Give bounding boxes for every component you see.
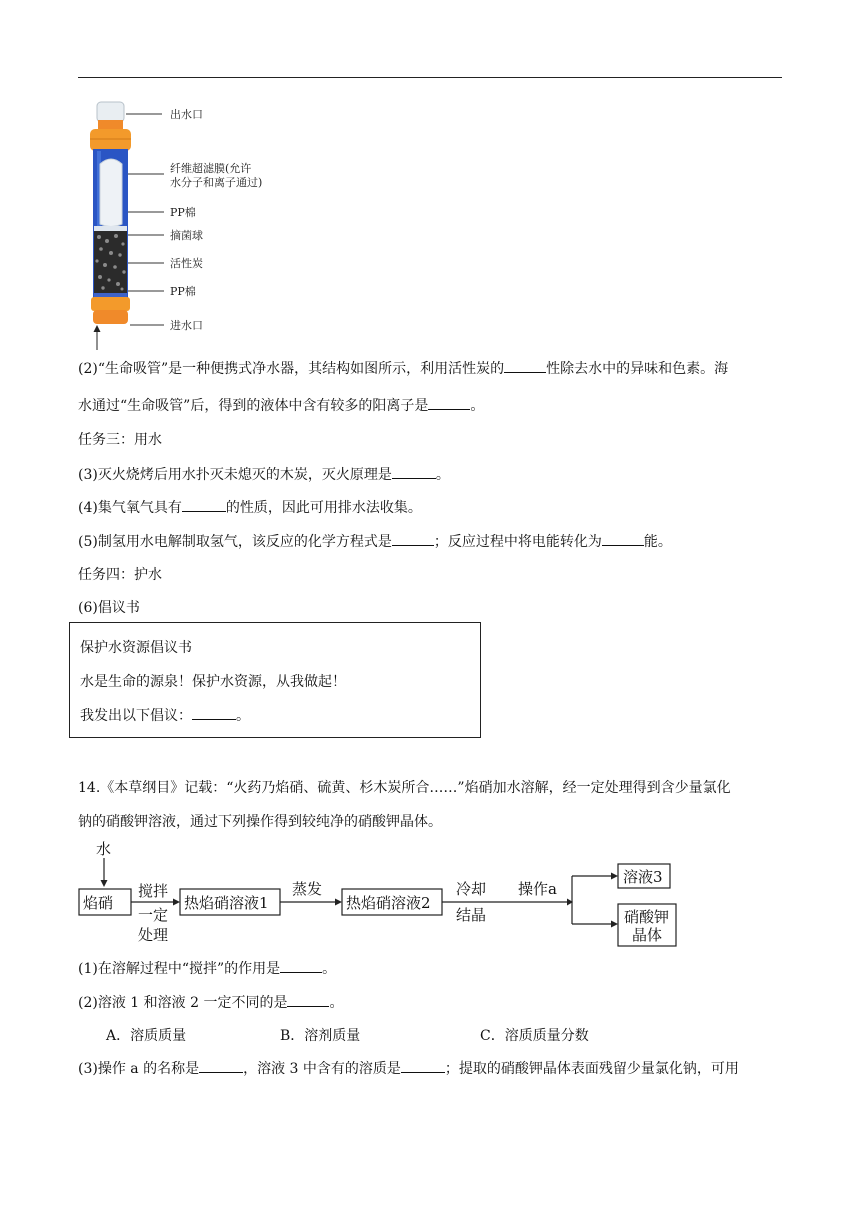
flow-stir: 搅拌 — [138, 882, 169, 900]
q13-part3: (3)灭火烧烤后用水扑灭未熄灭的木炭，灭火原理是 。 — [78, 464, 450, 485]
answer-blank[interactable] — [401, 1058, 445, 1073]
option-c[interactable]: C．溶质质量分数 — [480, 1028, 589, 1044]
flow-kno3-2: 晶体 — [632, 926, 663, 944]
proposal-line-3: 我发出以下倡议： 。 — [80, 705, 250, 725]
straw-membrane — [100, 159, 122, 227]
straw-carbon — [94, 231, 127, 293]
label-pp-top: PP棉 — [170, 206, 196, 219]
straw-top-collar — [90, 129, 131, 151]
q13-part6: (6)倡议书 — [78, 600, 140, 616]
flow-cool: 冷却 — [456, 880, 487, 898]
flow-kno3-1: 硝酸钾 — [624, 908, 670, 926]
label-membrane-1: 纤维超滤膜(允许 — [170, 162, 252, 175]
label-pp-bottom: PP棉 — [170, 285, 196, 298]
flow-chuli: 处理 — [138, 926, 169, 944]
answer-blank[interactable] — [182, 497, 226, 512]
straw-cap-ring — [98, 120, 123, 130]
header-rule — [78, 77, 782, 78]
straw-bottom-collar — [91, 297, 130, 311]
q13-part2-line2: 水通过“生命吸管”后，得到的液体中含有较多的阳离子是 。 — [78, 395, 484, 416]
task4-heading: 任务四：护水 — [78, 567, 162, 583]
flow-evap: 蒸发 — [292, 880, 323, 898]
life-straw-figure — [78, 96, 318, 350]
q14-sub2: (2)溶液 1 和溶液 2 一定不同的是 。 — [78, 992, 343, 1013]
answer-blank[interactable] — [280, 958, 322, 973]
flow-hot2: 热焰硝溶液2 — [346, 894, 431, 912]
label-carbon: 活性炭 — [170, 257, 203, 270]
label-inlet: 进水口 — [170, 319, 203, 332]
label-ball: 摘菌球 — [170, 229, 203, 242]
label-membrane-2: 水分子和离子通过) — [170, 176, 263, 189]
flow-sol3: 溶液3 — [623, 868, 663, 886]
proposal-line-2: 水是生命的源泉！保护水资源，从我做起！ — [80, 674, 346, 690]
q13-part2-line1: (2)“生命吸管”是一种便携式净水器，其结构如图所示，利用活性炭的 性除去水中的异味和色素。海 — [78, 358, 728, 379]
q14-sub1: (1)在溶解过程中“搅拌”的作用是 。 — [78, 958, 336, 979]
option-b[interactable]: B．溶剂质量 — [280, 1028, 361, 1044]
answer-blank[interactable] — [428, 395, 470, 410]
q13-part5: (5)制氢用水电解制取氢气，该反应的化学方程式是 ；反应过程中将电能转化为 能。 — [78, 531, 672, 552]
flow-crys: 结晶 — [456, 906, 487, 924]
label-outlet: 出水口 — [170, 108, 203, 121]
q14-intro-line1: 14.《本草纲目》记载：“火药乃焰硝、硫黄、杉木炭所合……”焰硝加水溶解，经一定处理得到含少量氯化 — [78, 780, 731, 796]
q13-part4: (4)集气氧气具有 的性质，因此可用排水法收集。 — [78, 497, 422, 518]
proposal-title: 保护水资源倡议书 — [80, 640, 192, 656]
answer-blank[interactable] — [504, 358, 546, 373]
flow-water: 水 — [96, 840, 112, 858]
straw-pp-top — [94, 226, 127, 231]
flow-hot1: 热焰硝溶液1 — [184, 894, 269, 912]
answer-blank[interactable] — [392, 464, 436, 479]
straw-cap — [97, 102, 124, 122]
answer-blank[interactable] — [192, 705, 236, 720]
straw-inlet-cap — [93, 310, 128, 324]
flow-yiding: 一定 — [138, 906, 169, 924]
answer-blank[interactable] — [602, 531, 644, 546]
flow-nitre: 焰硝 — [83, 894, 114, 912]
q14-sub3: (3)操作 a 的名称是 ，溶液 3 中含有的溶质是 ；提取的硝酸钾晶体表面残留少量氯化钠，可用 — [78, 1058, 739, 1079]
proposal-box — [69, 622, 481, 738]
q14-flowchart — [70, 838, 690, 948]
answer-blank[interactable] — [392, 531, 434, 546]
q14-intro-line2: 钠的硝酸钾溶液，通过下列操作得到较纯净的硝酸钾晶体。 — [78, 814, 442, 830]
flow-op-a: 操作a — [518, 880, 557, 898]
answer-blank[interactable] — [287, 992, 329, 1007]
option-a[interactable]: A．溶质质量 — [106, 1028, 187, 1044]
answer-blank[interactable] — [199, 1058, 243, 1073]
task3-heading: 任务三：用水 — [78, 432, 162, 448]
